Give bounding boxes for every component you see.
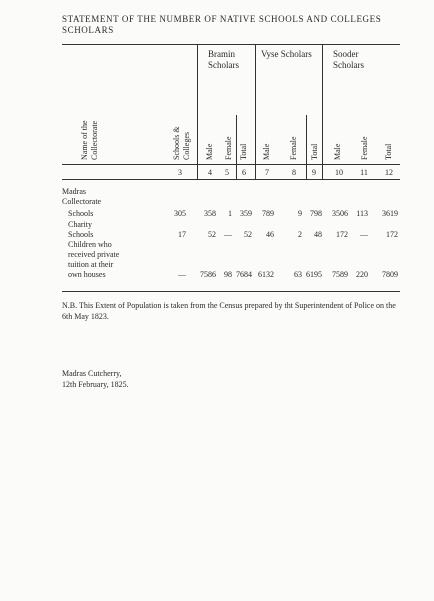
cell: 7586 <box>200 270 216 279</box>
group-sooder-heading: Sooder Scholars <box>333 49 364 70</box>
row-label-madras: Madras Collectorate <box>62 187 102 206</box>
header-schools-colleges: Schools & Colleges <box>172 126 191 160</box>
cell: 17 <box>178 230 186 239</box>
cell: — <box>360 230 368 239</box>
cell: 220 <box>356 270 368 279</box>
cell: 3506 <box>332 209 348 218</box>
signature-place: Madras Cutcherry, <box>62 369 122 378</box>
header-bottom-rule <box>62 164 400 165</box>
cell: 113 <box>356 209 368 218</box>
cell: 48 <box>314 230 322 239</box>
row-label-charity: Charity Schools <box>68 220 94 239</box>
column-number: 7 <box>265 168 269 177</box>
header-vyse-female: Female <box>289 136 298 160</box>
row-label-private: Children who received private tuition at their own houses <box>68 240 120 279</box>
signature-block <box>62 368 129 390</box>
title-line-2: SCHOLARS <box>62 25 114 35</box>
cell: 172 <box>386 230 398 239</box>
header-collectorate: Name of the Collectorate <box>80 120 99 160</box>
header-sooder-total: Total <box>384 143 393 160</box>
group-vyse-heading: Vyse Scholars <box>261 49 312 59</box>
cell: 798 <box>310 209 322 218</box>
column-number: 6 <box>242 168 246 177</box>
table-top-rule <box>62 44 400 45</box>
cell: 359 <box>240 209 252 218</box>
column-number: 4 <box>208 168 212 177</box>
column-number: 10 <box>335 168 343 177</box>
column-number: 12 <box>385 168 393 177</box>
header-sooder-male: Male <box>333 143 342 160</box>
cell: 1 <box>228 209 232 218</box>
footnote: N.B. This Extent of Population is taken from the Census prepared by tht Superintendent of Police on the 6th May 1823. <box>62 301 396 321</box>
numbers-bottom-rule <box>62 179 400 180</box>
divider-bramin <box>197 44 198 179</box>
header-bramin-male: Male <box>205 143 214 160</box>
cell: 52 <box>208 230 216 239</box>
column-number: 5 <box>225 168 229 177</box>
cell: — <box>178 270 186 279</box>
cell: 172 <box>336 230 348 239</box>
header-bramin-female: Female <box>224 136 233 160</box>
cell: 9 <box>298 209 302 218</box>
cell: 52 <box>244 230 252 239</box>
cell: 2 <box>298 230 302 239</box>
header-vyse-total: Total <box>310 143 319 160</box>
cell: 63 <box>294 270 302 279</box>
column-number: 11 <box>360 168 368 177</box>
cell: 789 <box>262 209 274 218</box>
table-bottom-rule <box>62 291 400 292</box>
cell: 305 <box>174 209 186 218</box>
divider-vyse <box>255 44 256 179</box>
divider-sooder <box>322 44 323 179</box>
cell: 7809 <box>382 270 398 279</box>
header-bramin-total: Total <box>239 143 248 160</box>
header-vyse-male: Male <box>262 143 271 160</box>
document-title <box>62 14 402 36</box>
signature-date: 12th February, 1825. <box>62 380 129 389</box>
column-number: 8 <box>292 168 296 177</box>
cell: — <box>224 230 232 239</box>
cell: 7589 <box>332 270 348 279</box>
title-line-1: STATEMENT OF THE NUMBER OF NATIVE SCHOOLS AND COLLEGES <box>62 14 382 24</box>
group-bramin-heading: Bramin Scholars <box>208 49 239 70</box>
cell: 6132 <box>258 270 274 279</box>
column-number: 3 <box>178 168 182 177</box>
cell: 6195 <box>306 270 322 279</box>
row-label-schools: Schools <box>68 209 94 218</box>
cell: 3619 <box>382 209 398 218</box>
cell: 46 <box>266 230 274 239</box>
cell: 358 <box>204 209 216 218</box>
cell: 98 <box>224 270 232 279</box>
column-number: 9 <box>312 168 316 177</box>
cell: 7684 <box>236 270 252 279</box>
header-sooder-female: Female <box>360 136 369 160</box>
